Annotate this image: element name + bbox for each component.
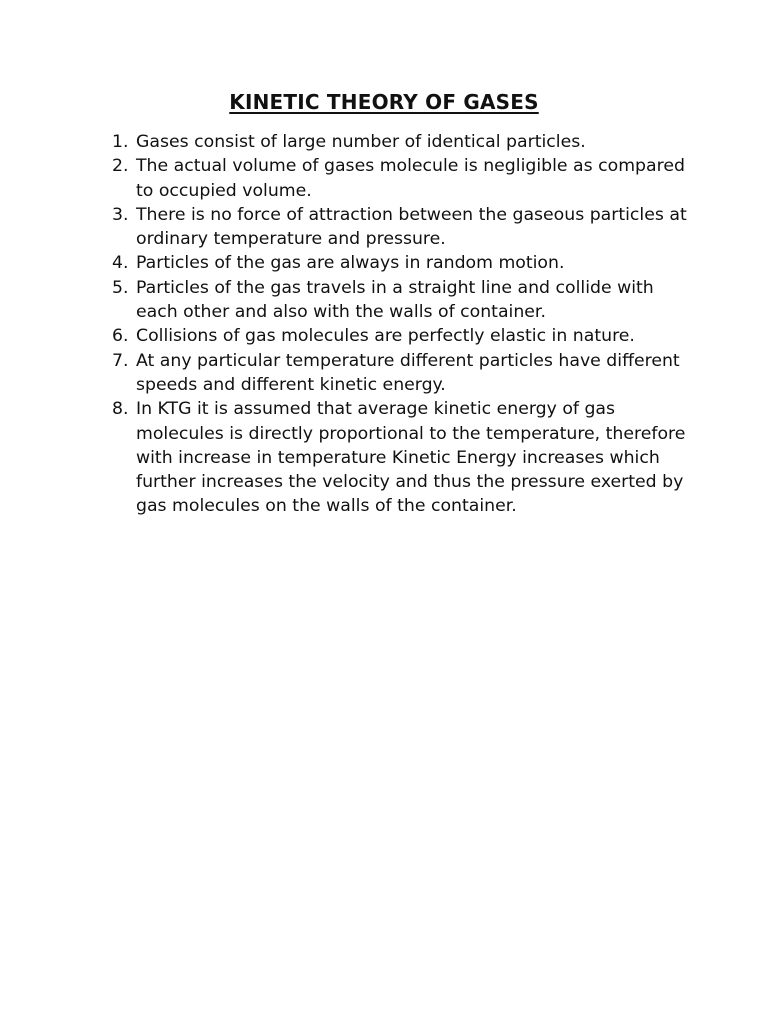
list-item-text: Collisions of gas molecules are perfectly elastic in nature. [136, 326, 635, 347]
list-item-number: 4. [112, 253, 129, 274]
list-item-number: 1. [112, 132, 129, 152]
list-item-text: At any particular temperature different particles have different speeds and different kinetic energy. [136, 350, 680, 395]
list-item-number: 3. [112, 204, 129, 225]
list-item-text: Particles of the gas travels in a straight line and collide with each other and also with the walls of container. [136, 277, 654, 323]
list-item [112, 324, 692, 348]
list-item [112, 349, 692, 398]
page-title: KINETIC THEORY OF GASES [229, 90, 539, 114]
numbered-list [112, 130, 692, 519]
list-item-number: 6. [112, 326, 129, 347]
list-item-text: Particles of the gas are always in random motion. [136, 253, 565, 274]
list-item [112, 397, 692, 518]
list-item-number: 8. [112, 399, 129, 420]
list-item [112, 154, 692, 203]
list-item [112, 130, 692, 154]
list-item-text: In KTG it is assumed that average kinetic energy of gas molecules is directly proportional to the temperature, therefore with increase in temperature Kinetic Energy increases which further increases the velocity and thus the pressure exerted by gas molecules on the walls of the container. [136, 399, 686, 517]
list-item [112, 251, 692, 275]
list-item-text: There is no force of attraction between the gaseous particles at ordinary temperature and pressure. [136, 204, 687, 250]
list-item [112, 203, 692, 252]
list-item-number: 2. [112, 156, 129, 177]
list-item-number: 5. [112, 277, 129, 298]
list-item-text: The actual volume of gases molecule is negligible as compared to occupied volume. [136, 156, 685, 201]
list-item-text: Gases consist of large number of identical particles. [136, 132, 586, 152]
list-item [112, 276, 692, 325]
list-item-number: 7. [112, 350, 129, 371]
